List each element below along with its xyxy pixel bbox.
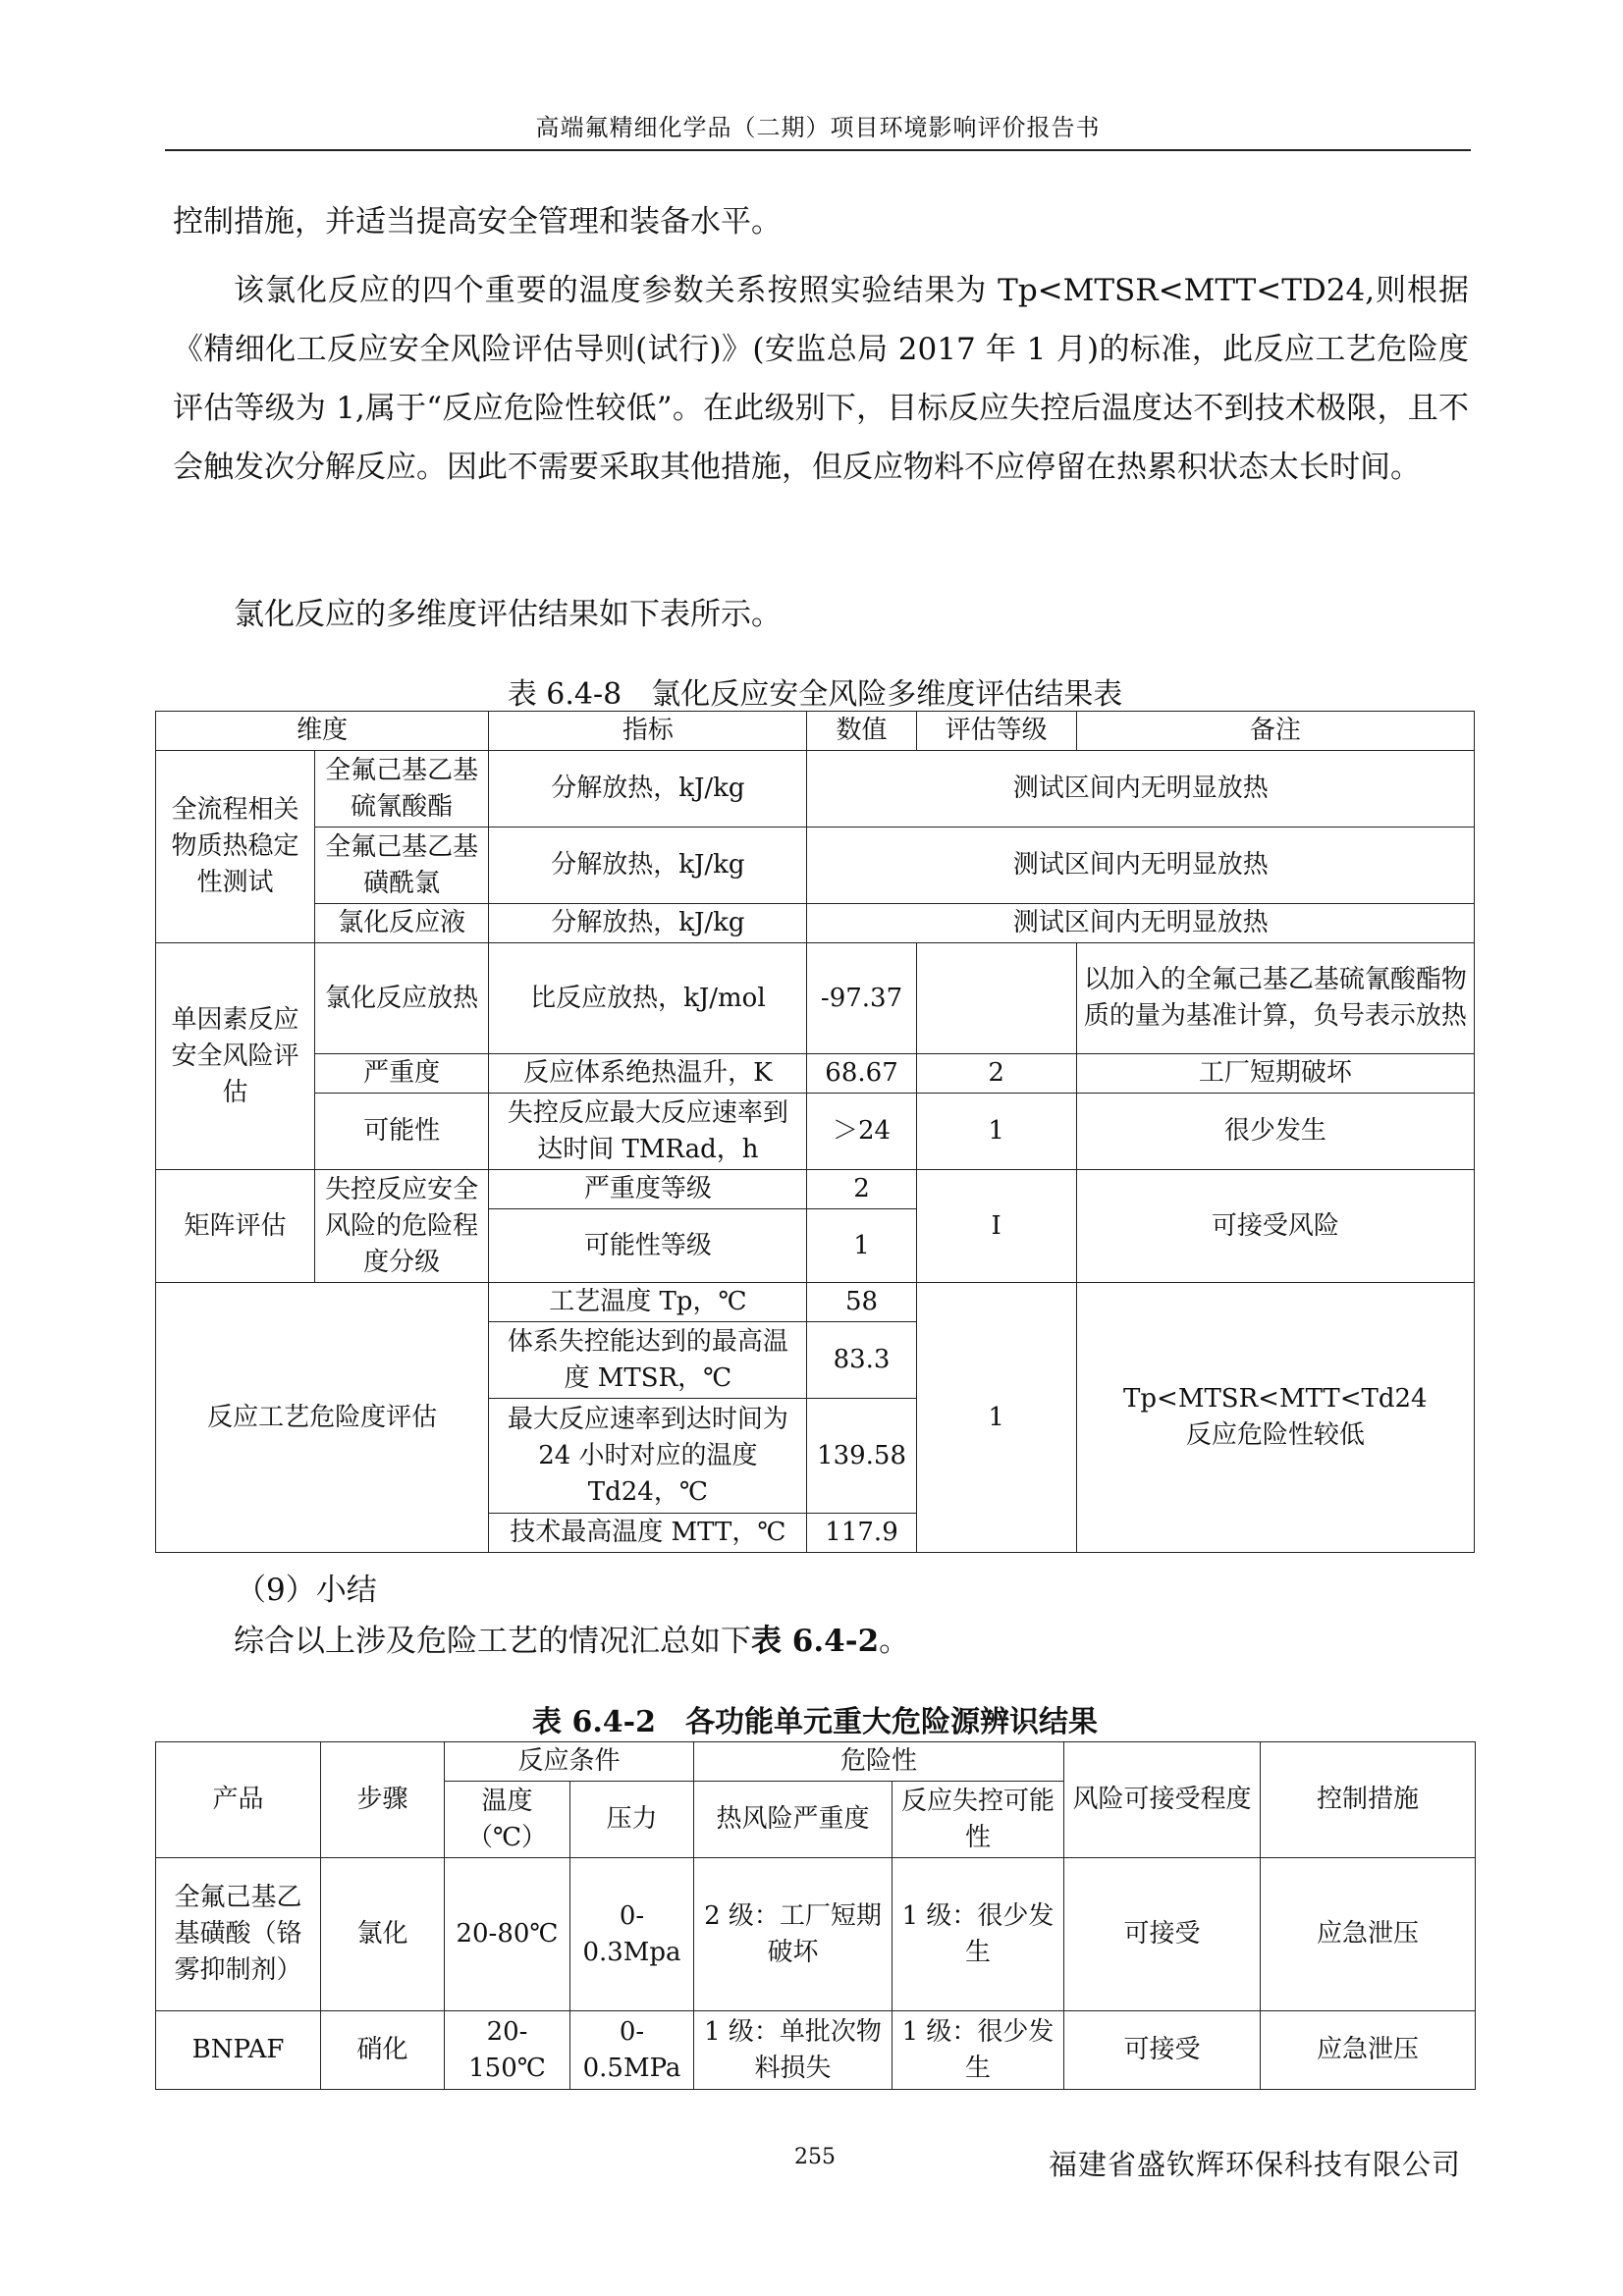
value-cell: -97.37 [807,943,916,1054]
temperature-cell: 20-80℃ [445,1858,570,2011]
company-name: 福建省盛钦辉环保科技有限公司 [1048,2148,1461,2181]
remark-cell: 测试区间内无明显放热 [807,751,1475,828]
table-row [156,2011,1476,2090]
header-rule [165,149,1471,151]
header-temperature: 温度（℃） [445,1782,570,1858]
index-cell: 分解放热，kJ/kg [489,904,807,943]
table-row [156,1858,1476,2011]
product-cell: 全氟己基乙基磺酸（铬雾抑制剂） [156,1858,321,2011]
pressure-cell: 0-0.5MPa [570,2011,694,2090]
table-row [156,904,1475,943]
index-cell: 严重度等级 [489,1170,807,1209]
paragraph-2: 该氯化反应的四个重要的温度参数关系按照实验结果为 Tp<MTSR<MTT<TD24,则根据《精细化工反应安全风险评估导则(试行)》(安监总局 2017 年 1 月)的标准，此反应工艺危险度评估等级为 1,属于“反应危险性较低”。在此级别下，目标反应失控后温度达不到技术极限，且不会触发次分解反应。因此不需要采取其他措施，但反应物料不应停留在热累积状态太长时间。 [173,273,1469,485]
remark-cell: 测试区间内无明显放热 [807,828,1475,904]
control-cell: 应急泄压 [1261,1858,1476,2011]
document-header: 高端氟精细化学品（二期）项目环境影响评价报告书 [535,114,1101,141]
table-header-row [156,1742,1476,1782]
step-cell: 硝化 [321,2011,445,2090]
heat-risk-cell: 2 级：工厂短期破坏 [694,1858,893,2011]
value-cell: ＞24 [807,1094,916,1170]
table-reference: 表 6.4-2 [751,1624,880,1659]
step-cell: 氯化 [321,1858,445,2011]
table-row [156,751,1475,828]
header-step: 步骤 [321,1742,445,1858]
temperature-cell: 20-150℃ [445,2011,570,2090]
group-title: 反应工艺危险度评估 [156,1283,489,1553]
header-dim: 维度 [156,712,489,751]
index-cell: 分解放热，kJ/kg [489,828,807,904]
grade-cell: 2 [916,1054,1076,1094]
sub-dim: 可能性 [315,1094,489,1170]
loss-of-control-cell: 1 级：很少发生 [893,1858,1064,2011]
remark-cell: 以加入的全氟己基乙基硫氰酸酯物质的量为基准计算，负号表示放热 [1076,943,1474,1054]
group-title: 全流程相关物质热稳定性测试 [156,751,315,943]
table-header-row [156,712,1475,751]
paragraph-1: 控制措施，并适当提高安全管理和装备水平。 [173,204,782,240]
header-index: 指标 [489,712,807,751]
summary-paragraph [173,1612,1469,1671]
header-remark: 备注 [1076,712,1474,751]
index-cell: 反应体系绝热温升，K [489,1054,807,1094]
heat-risk-cell: 1 级：单批次物料损失 [694,2011,893,2090]
index-cell: 最大反应速率到达时间为 24 小时对应的温度 Td24，℃ [489,1399,807,1514]
table1-caption: 表 6.4-8 氯化反应安全风险多维度评估结果表 [507,677,1123,712]
header-heat-risk: 热风险严重度 [694,1782,893,1858]
table-row [156,943,1475,1054]
table-row [156,1170,1475,1209]
table2-caption: 表 6.4-2 各功能单元重大危险源辨识结果 [532,1705,1098,1739]
remark-line: Tp<MTSR<MTT<Td24 [1123,1384,1428,1414]
acceptability-cell: 可接受 [1064,2011,1261,2090]
section-subtitle: （9）小结 [236,1573,377,1608]
risk-assessment-table [155,711,1475,1553]
table-row [156,1283,1475,1322]
header-conditions: 反应条件 [445,1742,694,1782]
header-loss-of-control: 反应失控可能性 [893,1782,1064,1858]
grade-cell [916,943,1076,1054]
header-control: 控制措施 [1261,1742,1476,1858]
product-cell: BNPAF [156,2011,321,2090]
index-cell: 失控反应最大反应速率到达时间 TMRad，h [489,1094,807,1170]
sub-dim: 失控反应安全风险的危险程度分级 [315,1170,489,1283]
control-cell: 应急泄压 [1261,2011,1476,2090]
summary-intro: 综合以上涉及危险工艺的情况汇总如下 [234,1624,751,1659]
remark-cell: 测试区间内无明显放热 [807,904,1475,943]
sub-dim: 全氟己基乙基磺酰氯 [315,828,489,904]
index-cell: 技术最高温度 MTT，℃ [489,1514,807,1553]
value-cell: 68.67 [807,1054,916,1094]
index-cell: 体系失控能达到的最高温度 MTSR，℃ [489,1322,807,1399]
sub-dim: 严重度 [315,1054,489,1094]
grade-cell: 1 [916,1283,1076,1553]
value-cell: 139.58 [807,1399,916,1514]
value-cell: 117.9 [807,1514,916,1553]
remark-cell [1076,1283,1474,1553]
summary-end: 。 [879,1624,910,1659]
value-cell: 83.3 [807,1322,916,1399]
remark-cell: 可接受风险 [1076,1170,1474,1283]
acceptability-cell: 可接受 [1064,1858,1261,2011]
header-grade: 评估等级 [916,712,1076,751]
value-cell: 58 [807,1283,916,1322]
table-row [156,1094,1475,1170]
remark-cell: 工厂短期破坏 [1076,1054,1474,1094]
hazard-identification-table [155,1741,1476,2090]
paragraph-3: 氯化反应的多维度评估结果如下表所示。 [234,597,782,632]
value-cell: 1 [807,1209,916,1283]
group-title: 单因素反应安全风险评估 [156,943,315,1170]
index-cell: 可能性等级 [489,1209,807,1283]
index-cell: 分解放热，kJ/kg [489,751,807,828]
remark-line: 反应危险性较低 [1185,1420,1365,1450]
header-value: 数值 [807,712,916,751]
group-title: 矩阵评估 [156,1170,315,1283]
header-acceptability: 风险可接受程度 [1064,1742,1261,1858]
header-risk: 危险性 [694,1742,1064,1782]
index-cell: 工艺温度 Tp，℃ [489,1283,807,1322]
loss-of-control-cell: 1 级：很少发生 [893,2011,1064,2090]
page-number: 255 [794,2145,836,2169]
grade-cell: Ⅰ [916,1170,1076,1283]
header-product: 产品 [156,1742,321,1858]
pressure-cell: 0-0.3Mpa [570,1858,694,2011]
sub-dim: 氯化反应液 [315,904,489,943]
table-row [156,1054,1475,1094]
grade-cell: 1 [916,1094,1076,1170]
table-row [156,828,1475,904]
header-pressure: 压力 [570,1782,694,1858]
remark-cell: 很少发生 [1076,1094,1474,1170]
index-cell: 比反应放热，kJ/mol [489,943,807,1054]
sub-dim: 氯化反应放热 [315,943,489,1054]
sub-dim: 全氟己基乙基硫氰酸酯 [315,751,489,828]
value-cell: 2 [807,1170,916,1209]
